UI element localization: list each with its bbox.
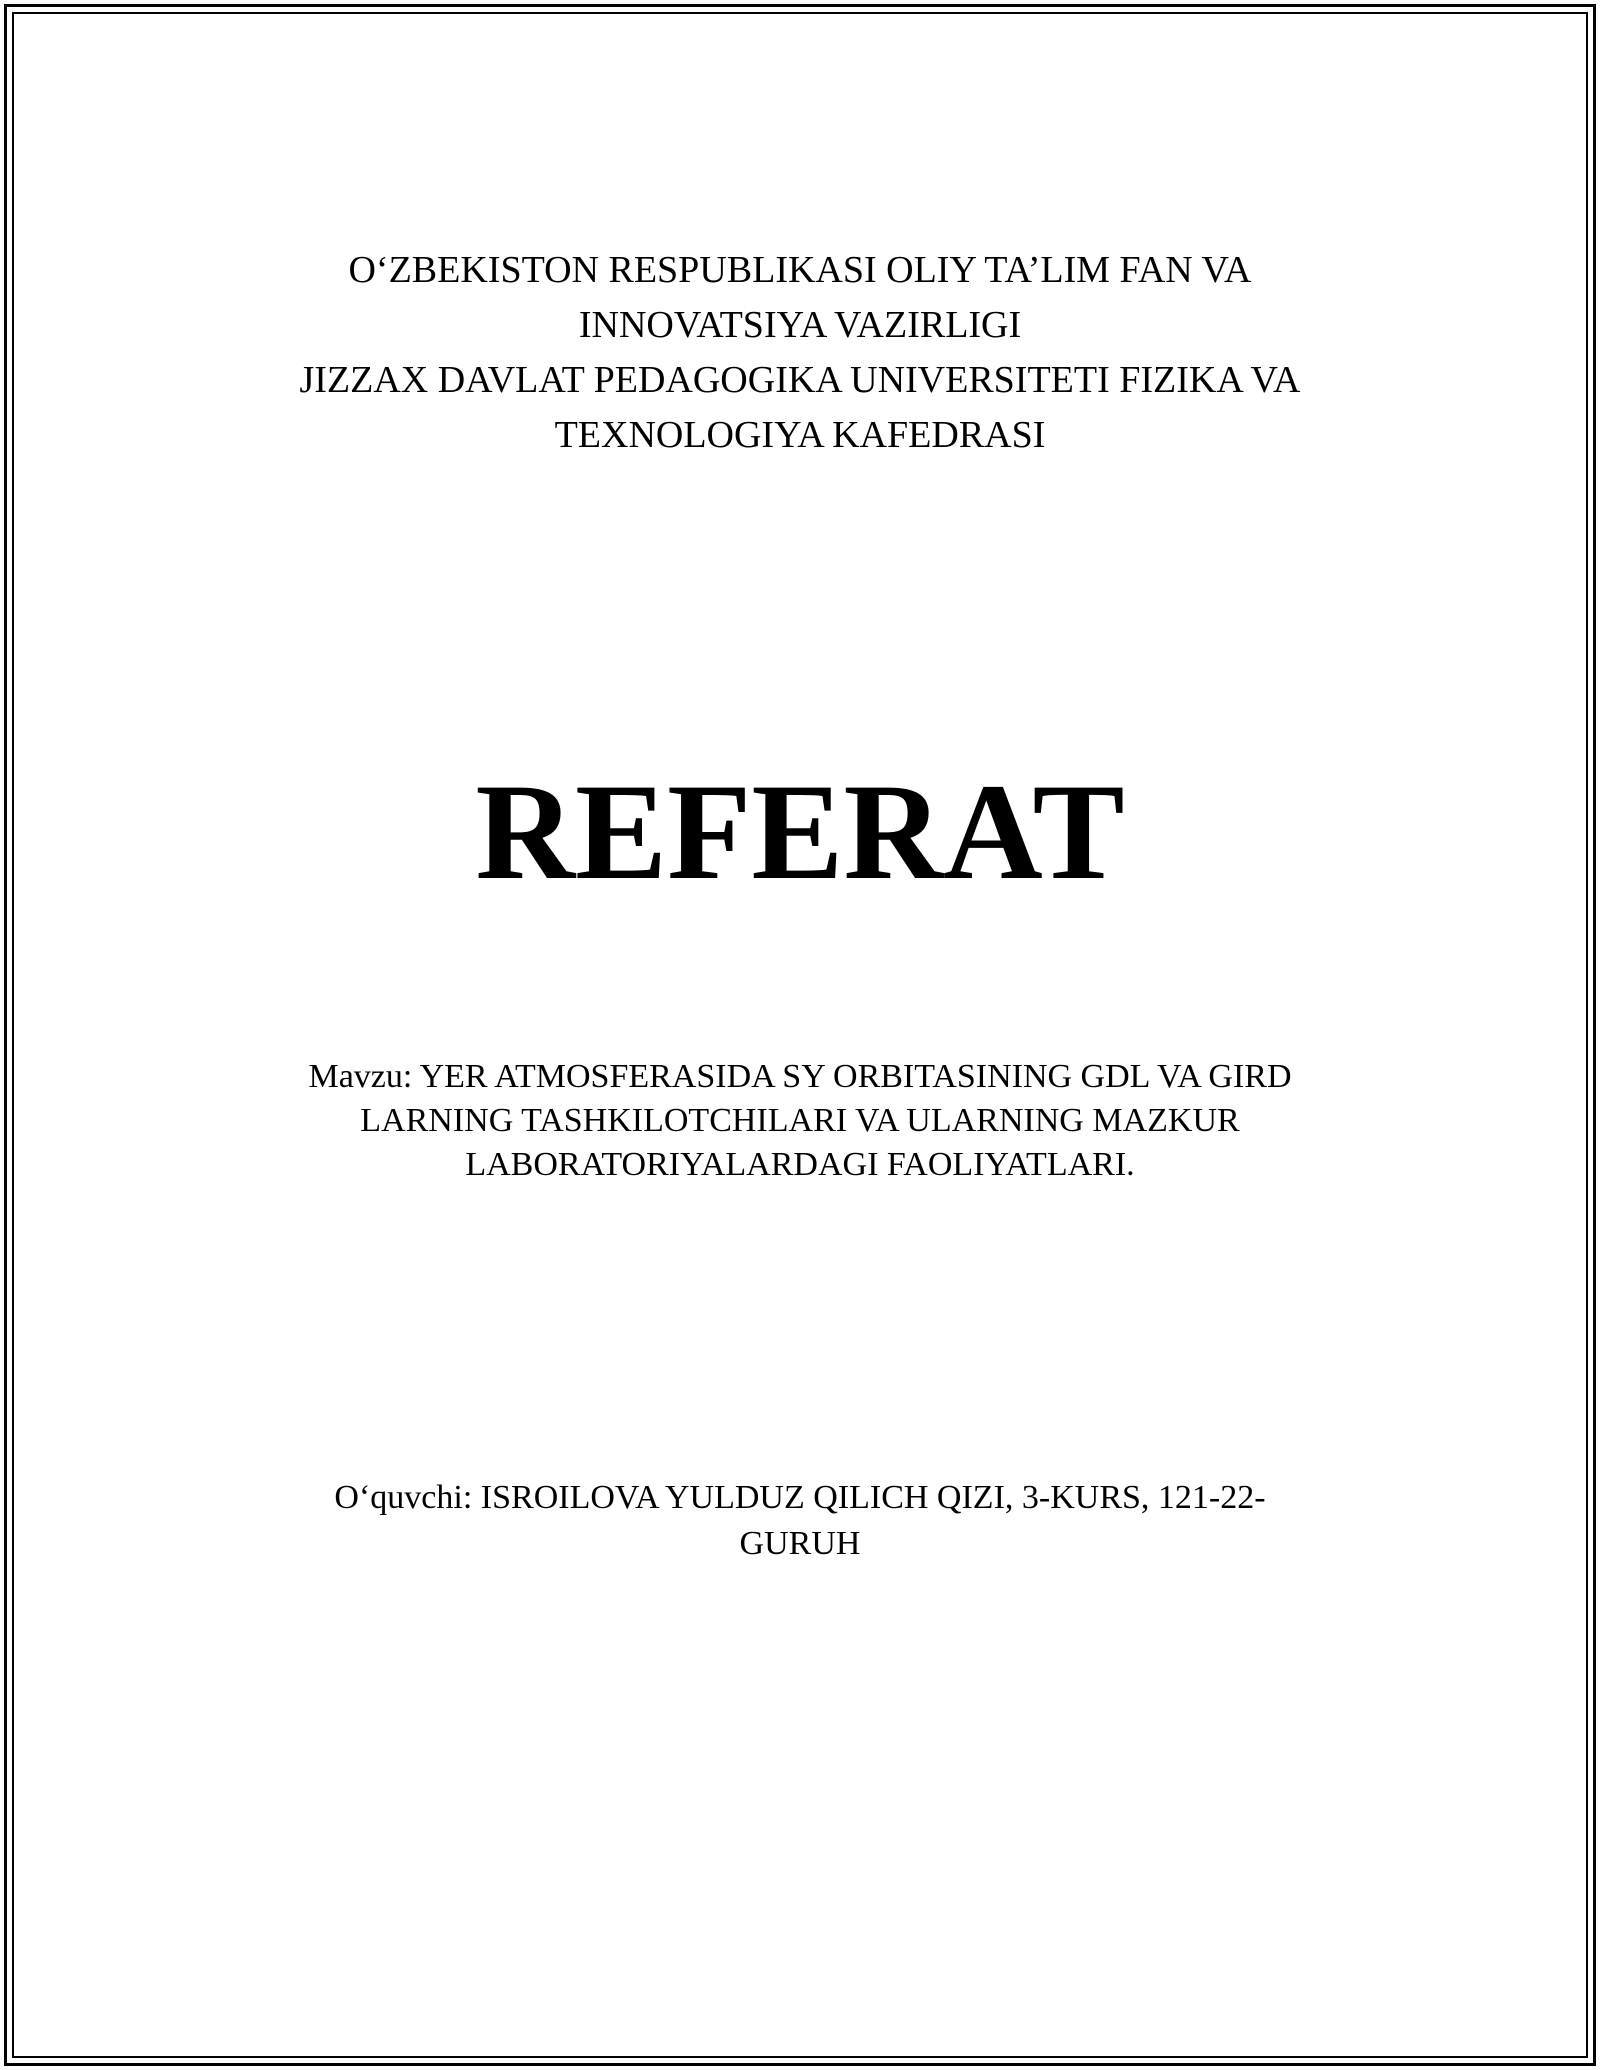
header-line: TEXNOLOGIYA KAFEDRASI [554, 414, 1046, 456]
document-title: REFERAT [475, 755, 1125, 908]
student-section [0, 1475, 1600, 1567]
student-line: O‘quvchi: ISROILOVA YULDUZ QILICH QIZI, 3-KURS, 121-22- [334, 1479, 1266, 1516]
topic-line: LARNING TASHKILOTCHILARI VA ULARNING MAZKUR [360, 1102, 1240, 1139]
topic-line: Mavzu: YER ATMOSFERASIDA SY ORBITASINING GDL VA GIRD [308, 1058, 1292, 1095]
topic-section [0, 1055, 1600, 1187]
header-line: O‘ZBEKISTON RESPUBLIKASI OLIY TA’LIM FAN VA [348, 249, 1252, 291]
institution-header [0, 243, 1600, 463]
topic-line: LABORATORIYALARDAGI FAOLIYATLARI. [465, 1146, 1135, 1183]
header-line: INNOVATSIYA VAZIRLIGI [578, 304, 1022, 346]
student-line: GURUH [739, 1525, 861, 1562]
header-line: JIZZAX DAVLAT PEDAGOGIKA UNIVERSITETI FIZIKA VA [299, 359, 1301, 401]
